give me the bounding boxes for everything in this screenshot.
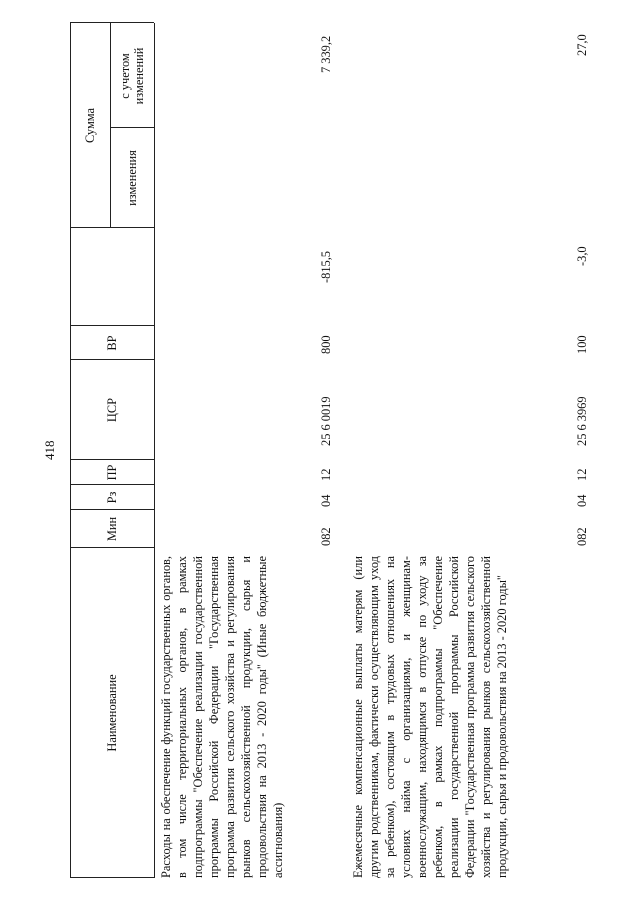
row-1-vr: 800 [319,335,333,354]
header-changes: изменения [125,150,139,206]
row-2-vr: 100 [575,335,589,354]
row-2-changes: -3,0 [575,246,589,266]
header-pr: ПР [105,464,119,481]
header-min: Мин [105,516,119,542]
page-number: 418 [42,440,57,460]
row-2-csr: 25 6 3969 [575,396,589,446]
header-bottom-border [154,23,155,878]
row-1-pr: 12 [319,468,333,481]
row-1-min: 082 [319,527,333,546]
row-2-with-changes: 27,0 [575,34,589,56]
row-2-pr: 12 [575,468,589,481]
row-1-changes: -815,5 [319,250,333,283]
row-1-rz: 04 [319,494,333,507]
row-2-name: Ежемесячные компенсационные выплаты матерям (или другим родственникам, фактически осуществляющим уход за ребенком), состоящим в трудовых отношениях на условиях найма с организациями, и женщинам-военнослужащим, находящимся в отпуске по уходу за ребенком, в рамках подпрограммы "Обеспечение реализации государственной программы Российской Федерации "Государственная программа развития сельского хозяйства и регулирования рынков сельскохозяйственной продукции, сырья и продовольствия на 2013 - 2020 годы" [351,556,509,878]
row-2-min: 082 [575,527,589,546]
header-with-changes: с учетом изменений [118,47,146,105]
header-csr: ЦСР [105,397,119,423]
header-sum: Сумма [83,107,97,144]
header-name: Наименование [105,674,119,752]
header-rz: Рз [105,491,119,504]
header-vr: ВР [105,335,119,351]
row-2-rz: 04 [575,494,589,507]
row-1-with-changes: 7 339,2 [319,35,333,73]
row-1-name: Расходы на обеспечение функций государственных органов, в том числе территориальных органов, в рамках подпрограммы "Обеспечение реализации государственной программы Российской Федерации "Государственная программа развития сельского хозяйства и регулирования рынков сельскохозяйственной продукции, сырья и продовольствия на 2013 - 2020 годы" (Иные бюджетные ассигнования) [159,556,285,878]
budget-table [70,23,610,878]
row-1-csr: 25 6 0019 [319,396,333,446]
